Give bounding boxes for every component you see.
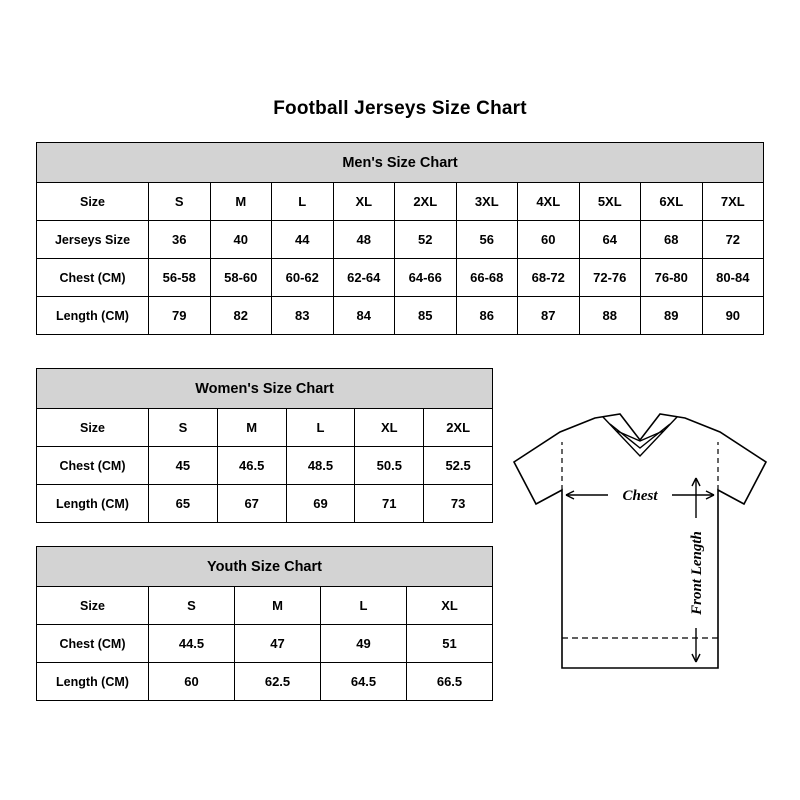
table-cell: 50.5 [355, 447, 424, 485]
table-cell: 60 [149, 663, 235, 701]
table-cell: 3XL [456, 183, 518, 221]
collar-icon [603, 417, 677, 456]
row-label: Length (CM) [37, 485, 149, 523]
table-row [37, 183, 764, 221]
table-cell: 47 [235, 625, 321, 663]
table-cell: 76-80 [641, 259, 703, 297]
youth-size-chart [36, 546, 492, 701]
table-cell: 79 [149, 297, 211, 335]
table-row [37, 625, 493, 663]
table-cell: 40 [210, 221, 272, 259]
table-cell: 6XL [641, 183, 703, 221]
youth-section-heading: Youth Size Chart [37, 547, 493, 587]
table-cell: 88 [579, 297, 641, 335]
table-cell: 52.5 [424, 447, 493, 485]
row-label: Chest (CM) [37, 259, 149, 297]
table-cell: 89 [641, 297, 703, 335]
table-cell: 60-62 [272, 259, 334, 297]
table-cell: 64-66 [395, 259, 457, 297]
table-cell: XL [407, 587, 493, 625]
table-cell: 64 [579, 221, 641, 259]
table-cell: L [321, 587, 407, 625]
table-cell: 51 [407, 625, 493, 663]
jersey-measurement-diagram [500, 400, 780, 690]
mens-section-heading: Men's Size Chart [37, 143, 764, 183]
womens-size-chart [36, 368, 492, 523]
table-cell: 62.5 [235, 663, 321, 701]
table-cell: 56-58 [149, 259, 211, 297]
table-cell: XL [355, 409, 424, 447]
table-cell: M [235, 587, 321, 625]
mens-size-chart [36, 142, 764, 335]
womens-size-table [36, 368, 493, 523]
table-cell: 5XL [579, 183, 641, 221]
table-cell: 82 [210, 297, 272, 335]
table-cell: S [149, 183, 211, 221]
row-label: Chest (CM) [37, 625, 149, 663]
table-cell: 90 [702, 297, 764, 335]
row-label: Size [37, 587, 149, 625]
table-cell: 71 [355, 485, 424, 523]
page-title: Football Jerseys Size Chart [273, 98, 527, 119]
row-label: Jerseys Size [37, 221, 149, 259]
row-label: Chest (CM) [37, 447, 149, 485]
row-label: Length (CM) [37, 663, 149, 701]
table-cell: 66-68 [456, 259, 518, 297]
table-cell: 68-72 [518, 259, 580, 297]
table-cell: 46.5 [217, 447, 286, 485]
table-cell: 72 [702, 221, 764, 259]
table-cell: 64.5 [321, 663, 407, 701]
table-cell: 72-76 [579, 259, 641, 297]
table-cell: M [210, 183, 272, 221]
table-cell: 56 [456, 221, 518, 259]
table-cell: 80-84 [702, 259, 764, 297]
table-cell: 58-60 [210, 259, 272, 297]
table-cell: XL [333, 183, 395, 221]
table-cell: 48.5 [286, 447, 355, 485]
table-cell: 2XL [395, 183, 457, 221]
table-row [37, 663, 493, 701]
table-cell: 85 [395, 297, 457, 335]
row-label: Size [37, 183, 149, 221]
table-row [37, 259, 764, 297]
mens-size-table [36, 142, 764, 335]
table-cell: 86 [456, 297, 518, 335]
table-cell: 66.5 [407, 663, 493, 701]
table-row [37, 409, 493, 447]
table-cell: 45 [149, 447, 218, 485]
table-cell: 69 [286, 485, 355, 523]
table-cell: L [286, 409, 355, 447]
table-row [37, 447, 493, 485]
table-cell: 67 [217, 485, 286, 523]
table-cell: M [217, 409, 286, 447]
table-section-header-row [37, 143, 764, 183]
table-cell: 62-64 [333, 259, 395, 297]
table-cell: 48 [333, 221, 395, 259]
table-cell: 84 [333, 297, 395, 335]
chest-dimension-label: Chest [622, 488, 658, 504]
youth-size-table [36, 546, 493, 701]
row-label: Size [37, 409, 149, 447]
table-cell: 7XL [702, 183, 764, 221]
table-cell: 2XL [424, 409, 493, 447]
table-cell: 73 [424, 485, 493, 523]
table-cell: 87 [518, 297, 580, 335]
table-cell: S [149, 409, 218, 447]
table-cell: 60 [518, 221, 580, 259]
table-section-header-row [37, 547, 493, 587]
table-cell: 44.5 [149, 625, 235, 663]
table-cell: 49 [321, 625, 407, 663]
jersey-outline-icon [514, 414, 766, 668]
table-cell: 68 [641, 221, 703, 259]
front-length-dimension-label: Front Length [689, 531, 705, 615]
table-cell: 4XL [518, 183, 580, 221]
womens-section-heading: Women's Size Chart [37, 369, 493, 409]
table-row [37, 587, 493, 625]
table-cell: 65 [149, 485, 218, 523]
row-label: Length (CM) [37, 297, 149, 335]
table-row [37, 485, 493, 523]
table-section-header-row [37, 369, 493, 409]
table-cell: S [149, 587, 235, 625]
table-cell: L [272, 183, 334, 221]
table-row [37, 221, 764, 259]
sleeve-seam-lines [562, 442, 718, 490]
table-cell: 52 [395, 221, 457, 259]
table-cell: 36 [149, 221, 211, 259]
table-row [37, 297, 764, 335]
table-cell: 83 [272, 297, 334, 335]
table-cell: 44 [272, 221, 334, 259]
